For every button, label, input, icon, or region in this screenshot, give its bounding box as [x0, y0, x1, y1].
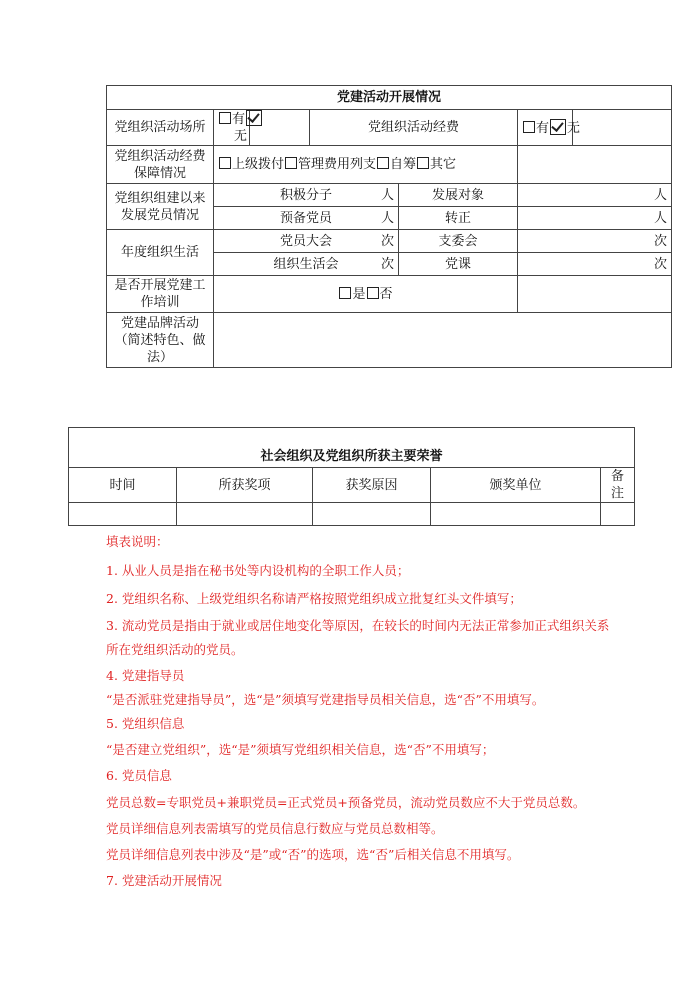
col-issuer: 颁奖单位: [431, 468, 601, 503]
checkbox-checked-icon[interactable]: [550, 119, 566, 135]
training-choice[interactable]: 是 否: [214, 276, 518, 313]
development-label: 党组织组建以来发展党员情况: [107, 184, 214, 230]
checkbox-empty-icon[interactable]: [285, 157, 297, 169]
col-award: 所获奖项: [177, 468, 313, 503]
times-unit[interactable]: 次: [518, 253, 672, 276]
note-item: 党员详细信息列表需填写的党员信息行数应与党员总数相等。: [106, 821, 444, 836]
funding-label: 党组织活动经费: [310, 110, 518, 146]
checkbox-empty-icon[interactable]: [377, 157, 389, 169]
times-unit: 次: [380, 233, 394, 249]
formal-label: 转正: [399, 207, 518, 230]
checkbox-empty-icon[interactable]: [219, 112, 231, 124]
note-item: 党员详细信息列表中涉及“是”或“否”的选项，选“否”后相关信息不用填写。: [106, 847, 520, 862]
note-item: 4. 党建指导员: [106, 668, 185, 683]
activists-label: 积极分子 人: [214, 184, 399, 207]
note-item: 7. 党建活动开展情况: [106, 873, 222, 888]
honor-cell[interactable]: [601, 503, 635, 526]
checkbox-empty-icon[interactable]: [417, 157, 429, 169]
note-item: 1. 从业人员是指在秘书处等内设机构的全职工作人员；: [106, 563, 410, 578]
checkbox-empty-icon[interactable]: [367, 287, 379, 299]
annual-life-label: 年度组织生活: [107, 230, 214, 276]
col-reason: 获奖原因: [313, 468, 431, 503]
checkbox-checked-icon[interactable]: [246, 110, 262, 126]
person-unit: 人: [380, 210, 394, 226]
checkbox-empty-icon[interactable]: [219, 157, 231, 169]
person-unit[interactable]: 人: [518, 207, 672, 230]
honor-cell[interactable]: [431, 503, 601, 526]
probationary-label: 预备党员 人: [214, 207, 399, 230]
note-item: “是否派驻党建指导员”，选“是”须填写党建指导员相关信息，选“否”不用填写。: [106, 692, 545, 707]
note-item: 3. 流动党员是指由于就业或居住地变化等原因，在较长的时间内无法正常参加正式组织关系: [106, 618, 610, 633]
note-item: 2. 党组织名称、上级党组织名称请严格按照党组织成立批复红头文件填写；: [106, 591, 522, 606]
honor-cell[interactable]: [313, 503, 431, 526]
honor-cell[interactable]: [69, 503, 177, 526]
notes-heading: 填表说明：: [106, 534, 169, 549]
checkbox-empty-icon[interactable]: [523, 121, 535, 133]
note-item: 所在党组织活动的党员。: [106, 642, 244, 657]
congress-label: 党员大会 次: [214, 230, 399, 253]
funding-value[interactable]: [573, 110, 672, 146]
person-unit[interactable]: 人: [518, 184, 672, 207]
dev-target-label: 发展对象: [399, 184, 518, 207]
honor-cell[interactable]: [177, 503, 313, 526]
training-value[interactable]: [518, 276, 672, 313]
note-item: 5. 党组织信息: [106, 716, 185, 731]
life-meeting-label: 组织生活会 次: [214, 253, 399, 276]
funding-source-value[interactable]: [518, 146, 672, 184]
note-item: “是否建立党组织”，选“是”须填写党组织相关信息，选“否”不用填写；: [106, 742, 495, 757]
brand-value[interactable]: [214, 313, 672, 368]
col-remark: 备注: [601, 468, 635, 503]
brand-label: 党建品牌活动（简述特色、做法）: [107, 313, 214, 368]
party-lesson-label: 党课: [399, 253, 518, 276]
venue-label: 党组织活动场所: [107, 110, 214, 146]
funding-choice[interactable]: 有 无: [518, 110, 573, 146]
activity-table-title: 党建活动开展情况: [107, 86, 672, 110]
honor-table-title: 社会组织及党组织所获主要荣誉: [69, 428, 635, 468]
branch-committee-label: 支委会: [399, 230, 518, 253]
times-unit[interactable]: 次: [518, 230, 672, 253]
times-unit: 次: [380, 256, 394, 272]
note-item: 6. 党员信息: [106, 768, 172, 783]
col-time: 时间: [69, 468, 177, 503]
honor-table: [68, 427, 635, 526]
funding-source-options[interactable]: 上级拨付 管理费用列支 自筹 其它: [214, 146, 518, 184]
funding-source-label: 党组织活动经费保障情况: [107, 146, 214, 184]
person-unit: 人: [380, 187, 394, 203]
venue-choice[interactable]: 有 无: [214, 110, 250, 146]
note-item: 党员总数=专职党员+兼职党员=正式党员+预备党员，流动党员数应不大于党员总数。: [106, 795, 586, 810]
activity-table: [106, 85, 672, 368]
checkbox-empty-icon[interactable]: [339, 287, 351, 299]
training-label: 是否开展党建工作培训: [107, 276, 214, 313]
